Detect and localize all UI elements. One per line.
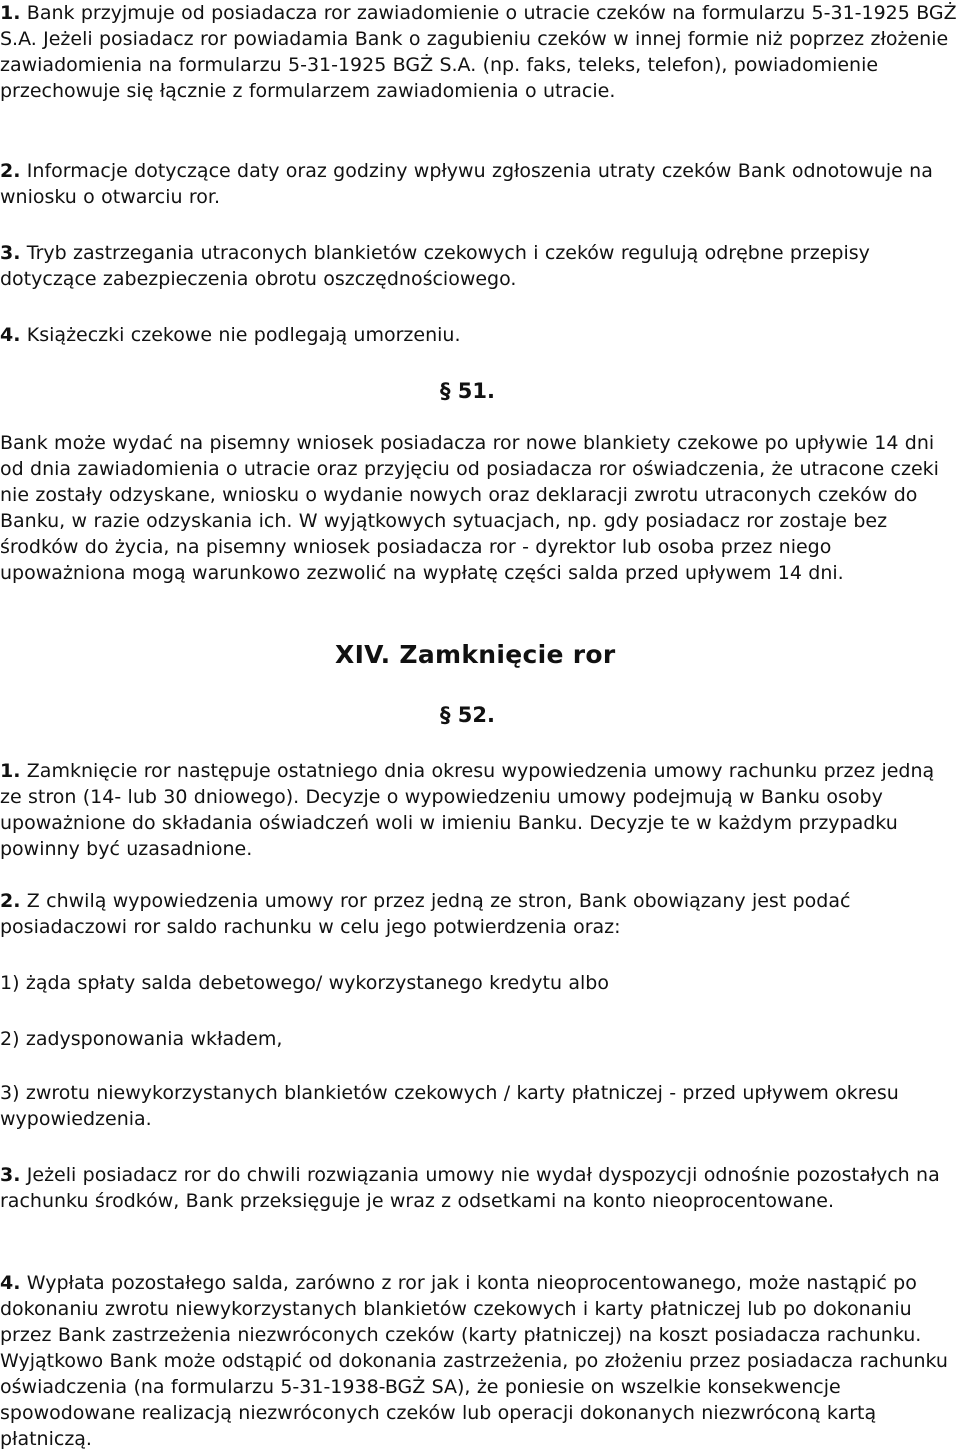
section-52-heading: § 52. (440, 703, 496, 727)
section-52-paragraph-1 (0, 758, 960, 862)
paragraph-3 (0, 240, 960, 292)
section-51-text: Bank może wydać na pisemny wniosek posiadacza ror nowe blankiety czekowe po upływie 14 dni od dnia zawiadomienia o utracie oraz przyjęciu od posiadacza ror oświadczenia, że utracone czeki nie zostały odzyskane, wniosku o wydanie nowych oraz deklaracji zwrotu utraconych czeków do Banku, w razie odzyskania ich. W wyjątkowych sytuacjach, np. gdy posiadacz ror zostaje bez środków do życia, na pisemny wniosek posiadacza ror - dyrektor lub osoba przez niego upoważniona mogą warunkowo zezwolić na wypłatę części salda przed upływem 14 dni. (0, 432, 939, 584)
list-item: 3) zwrotu niewykorzystanych blankietów czekowych / karty płatniczej - przed upływem okresu wypowiedzenia. (0, 1082, 899, 1130)
paragraph-number: 2. (0, 890, 21, 912)
paragraph-text: Informacje dotyczące daty oraz godziny wpływu zgłoszenia utraty czeków Bank odnotowuje na wniosku o otwarciu ror. (0, 160, 933, 208)
section-52-paragraph-2 (0, 888, 960, 940)
paragraph-text: Książeczki czekowe nie podlegają umorzeniu. (20, 324, 461, 346)
paragraph-number: 4. (0, 324, 21, 346)
paragraph-text: Bank przyjmuje od posiadacza ror zawiadomienie o utracie czeków na formularzu 5-31-1925 BGŻ S.A. Jeżeli posiadacz ror powiadamia Bank o zagubieniu czeków w innej formie niż poprzez złożenie zawiadomienia na formularzu 5-31-1925 BGŻ S.A. (np. faks, teleks, telefon), powiadomienie przechowuje się łącznie z formularzem zawiadomienia o utracie. (0, 2, 957, 102)
paragraph-number: 1. (0, 760, 21, 782)
paragraph-number: 4. (0, 1272, 21, 1294)
section-52-paragraph-3 (0, 1162, 960, 1214)
paragraph-text: Zamknięcie ror następuje ostatniego dnia okresu wypowiedzenia umowy rachunku przez jedną ze stron (14- lub 30 dniowego). Decyzje o wypowiedzeniu umowy podejmują w Banku osoby upoważnione do składania oświadczeń woli w imieniu Banku. Decyzje te w każdym przypadku powinny być uzasadnione. (0, 760, 935, 860)
section-51-heading: § 51. (440, 379, 496, 403)
list-item: 2) zadysponowania wkładem, (0, 1028, 283, 1050)
section-52-paragraph-4 (0, 1270, 960, 1452)
paragraph-4 (0, 322, 960, 348)
paragraph-1 (0, 0, 960, 104)
chapter-title: XIV. Zamknięcie ror (335, 640, 616, 669)
list-item: 1) żąda spłaty salda debetowego/ wykorzystanego kredytu albo (0, 972, 609, 994)
paragraph-number: 3. (0, 1164, 21, 1186)
paragraph-text: Wypłata pozostałego salda, zarówno z ror jak i konta nieoprocentowanego, może nastąpić po dokonaniu zwrotu niewykorzystanych blankietów czekowych i karty płatniczej lub po dokonaniu przez Bank zastrzeżenia niezwróconych czeków (karty płatniczej) na koszt posiadacza rachunku. Wyjątkowo Bank może odstąpić od dokonania zastrzeżenia, po złożeniu przez posiadacza rachunku oświadczenia (na formularzu 5-31-1938-BGŻ SA), że poniesie on wszelkie konsekwencje spowodowane realizacją niezwróconych czeków lub operacji dokonanych niezwróconą kartą płatniczą. (0, 1272, 948, 1450)
paragraph-text: Z chwilą wypowiedzenia umowy ror przez jedną ze stron, Bank obowiązany jest podać posiadaczowi ror saldo rachunku w celu jego potwierdzenia oraz: (0, 890, 851, 938)
paragraph-number: 1. (0, 2, 21, 24)
paragraph-text: Jeżeli posiadacz ror do chwili rozwiązania umowy nie wydał dyspozycji odnośnie pozostałych na rachunku środków, Bank przeksięguje je wraz z odsetkami na konto nieoprocentowane. (0, 1164, 940, 1212)
paragraph-number: 2. (0, 160, 21, 182)
paragraph-2 (0, 158, 960, 210)
paragraph-number: 3. (0, 242, 21, 264)
paragraph-text: Tryb zastrzegania utraconych blankietów czekowych i czeków regulują odrębne przepisy dotyczące zabezpieczenia obrotu oszczędnościowego. (0, 242, 870, 290)
